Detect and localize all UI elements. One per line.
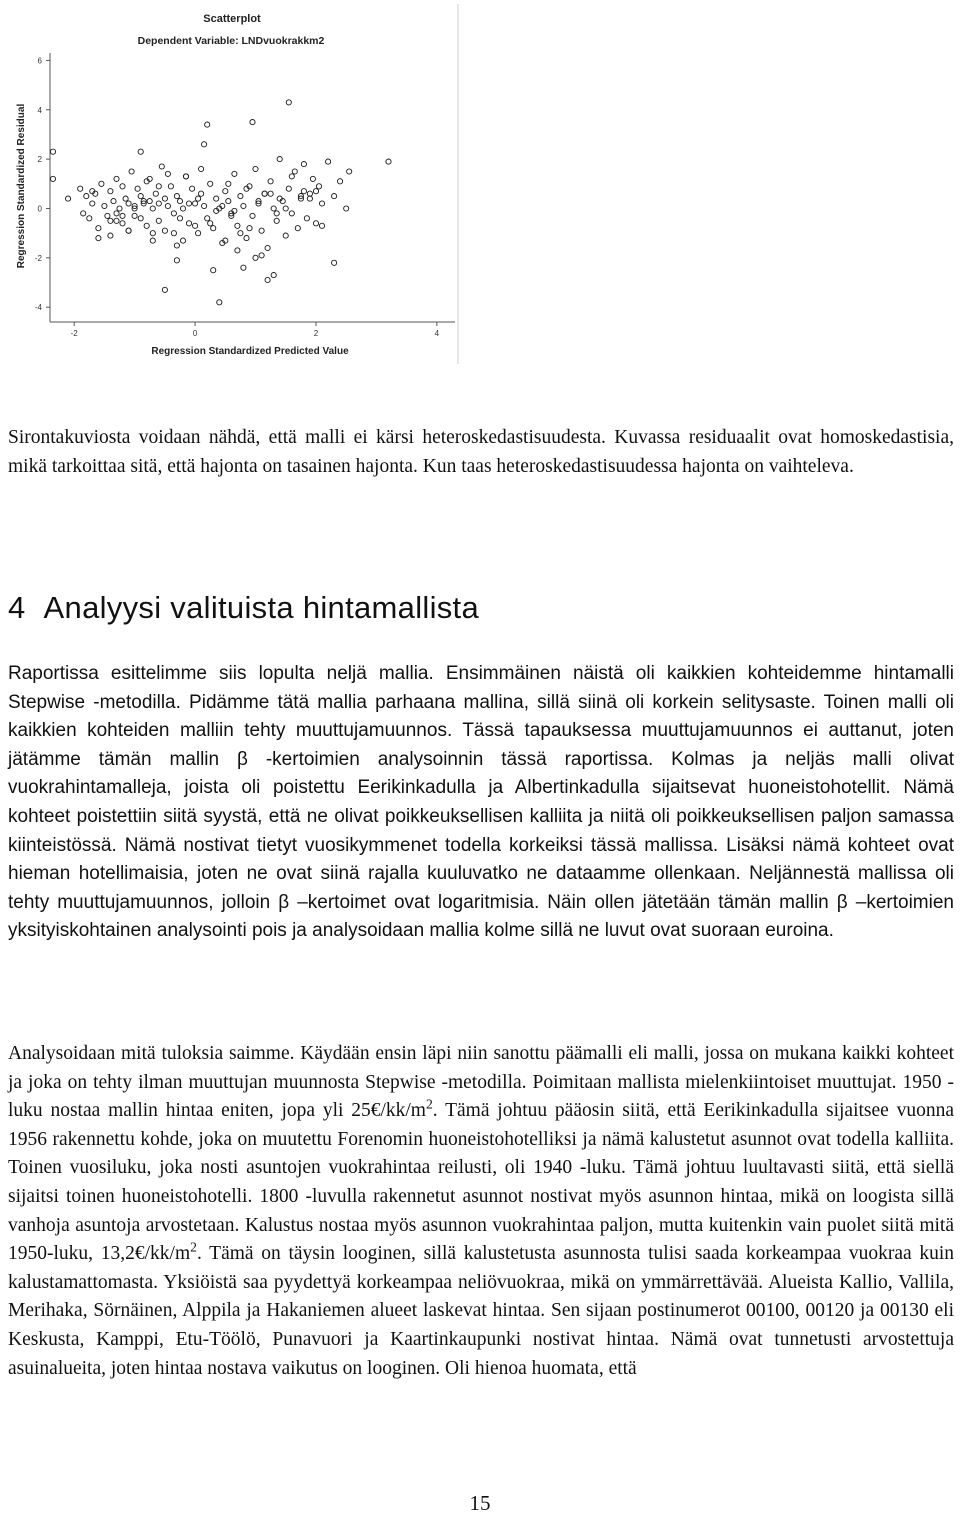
y-tick-label: 4 bbox=[37, 105, 42, 115]
paragraph-results-analysis bbox=[8, 1040, 954, 1383]
y-tick-label: 6 bbox=[37, 56, 42, 66]
x-tick-label: 4 bbox=[434, 329, 440, 338]
scatterplot-svg bbox=[0, 0, 462, 366]
section-title: Analyysi valituista hintamallista bbox=[43, 590, 480, 625]
scatterplot-figure bbox=[0, 0, 462, 366]
beta-symbol: β bbox=[237, 748, 248, 770]
y-tick-label: -4 bbox=[34, 303, 42, 313]
y-tick-label: 2 bbox=[37, 155, 42, 165]
x-tick-label: 0 bbox=[192, 329, 198, 338]
beta-symbol: β bbox=[278, 891, 290, 913]
superscript: 2 bbox=[190, 1239, 197, 1255]
text-run: -kertoimien analysoinnin tässä raportissa. Kolmas ja neljäs malli olivat vuokrahintamalleja, joista oli poistettu Eerikinkadulla ja Albertinkadulla sijaitsevat huoneistohotellit. Nämä kohteet poistettiin siitä syystä, että ne olivat poikkeuksellisen kalliita ja niitä oli poikkeuksellisen paljon samassa kiinteistössä. Nämä nostivat tietyt vuosikymmenet todella korkeiksi tässä mallissa. Lisäksi nämä kohteet ovat hieman hotellimaisia, joten ne ovat siinä rajalla kuuluvatko ne dataamme ollenkaan. Neljännestä mallissa oli tehty muuttujamuunnos, jolloin bbox=[8, 748, 954, 913]
text-run: . Tämä on täysin looginen, sillä kalustetusta asunnosta tulisi saada korkeampaa vuokraa kuin kalustamattomasta. Yksiöistä saa pyydettyä korkeampaa neliövuokraa, mikä on ymmärrettävää. Alueista Kallio, Vallila, Merihaka, Sörnäinen, Alppila ja Hakaniemen alueet laskevat hintaa. Sen sijaan postinumerot 00100, 00120 ja 00130 eli Keskusta, Kamppi, Etu-Töölö, Punavuori ja Kaartinkaupunki nostivat hintaa. Nämä ovat tunnetusti arvostettuja asuinalueita, joten hintaa nostava vaikutus on looginen. Oli hienoa huomata, että bbox=[8, 1243, 954, 1379]
y-axis-label: Regression Standardized Residual bbox=[16, 103, 27, 269]
y-tick-label: -2 bbox=[34, 253, 42, 263]
text-run: Raportissa esittelimme siis lopulta neljä mallia. Ensimmäinen näistä oli kaikkien kohteidemme hintamalli Stepwise -metodilla. Pidämme tätä mallia parhaana mallina, sillä siinä oli korkein selitysaste. Toinen malli oli kaikkien kohteiden malliin tehty muuttujamuunnos. Tässä tapauksessa muuttujamuunnos ei auttanut, joten jätämme tämän mallin bbox=[8, 663, 954, 770]
section-heading bbox=[8, 590, 479, 626]
text-run: . Tämä johtuu pääosin siitä, että Eerikinkadulla sijaitsee vuonna 1956 rakennettu kohde, joka on muutettu Forenomin huoneistohotelliksi ja nämä kalustetut asunnot ovat todella kalliita. Toinen vuosiluku, joka nosti asuntojen vuokrahintaa reilusti, oli 1940 -luku. Tämä johtuu luultavasti siitä, että siellä sijaitsi toinen huoneistohotelli. 1800 -luvulla rakennetut asunnot nostivat myös asunnon hintaa, mikä on loogista sillä vanhoja asuntoja arvostetaan. Kalustus nostaa myös asunnon vuokrahintaa paljon, mutta kuitenkin vain puolet siitä mitä 1950-luku, 13,2€/kk/m bbox=[8, 1100, 955, 1265]
text-run: –kertoimien yksityiskohtainen analysointi pois ja analysoidaan mallia kolme sillä ne luvut ovat suoraan euroina. bbox=[8, 891, 954, 942]
beta-symbol: β bbox=[836, 891, 848, 913]
page-number: 15 bbox=[469, 1491, 491, 1515]
paragraph-models-overview bbox=[8, 660, 954, 946]
text-run: –kertoimet ovat logaritmisia. Näin ollen jätetään tämän mallin bbox=[289, 891, 837, 913]
paragraph-scatter-interpretation: Sirontakuviosta voidaan nähdä, että malli ei kärsi heteroskedastisuudesta. Kuvassa residuaalit ovat homoskedastisia, mikä tarkoittaa sitä, että hajonta on tasainen hajonta. Kun taas heteroskedastisuudessa hajonta on vaihteleva. bbox=[8, 427, 954, 477]
text-run: Analysoidaan mitä tuloksia saimme. Käydään ensin läpi niin sanottu päämalli eli malli, jossa on mukana kaikki kohteet ja joka on tehty ilman muuttujan muunnosta Stepwise -metodilla. Poimitaan mallista mielenkiintoiset muuttujat. 1950 -luku nostaa mallin hintaa eniten, jopa yli 25€/kk/m bbox=[8, 1043, 954, 1122]
chart-subtitle: Dependent Variable: LNDvuokrakkm2 bbox=[137, 35, 325, 47]
x-tick-label: 2 bbox=[313, 329, 319, 338]
superscript: 2 bbox=[425, 1096, 433, 1112]
x-tick-label: -2 bbox=[70, 329, 78, 338]
section-number: 4 bbox=[8, 590, 26, 625]
x-axis-label: Regression Standardized Predicted Value bbox=[151, 346, 349, 357]
y-tick-label: 0 bbox=[37, 204, 42, 214]
chart-title: Scatterplot bbox=[203, 13, 261, 25]
